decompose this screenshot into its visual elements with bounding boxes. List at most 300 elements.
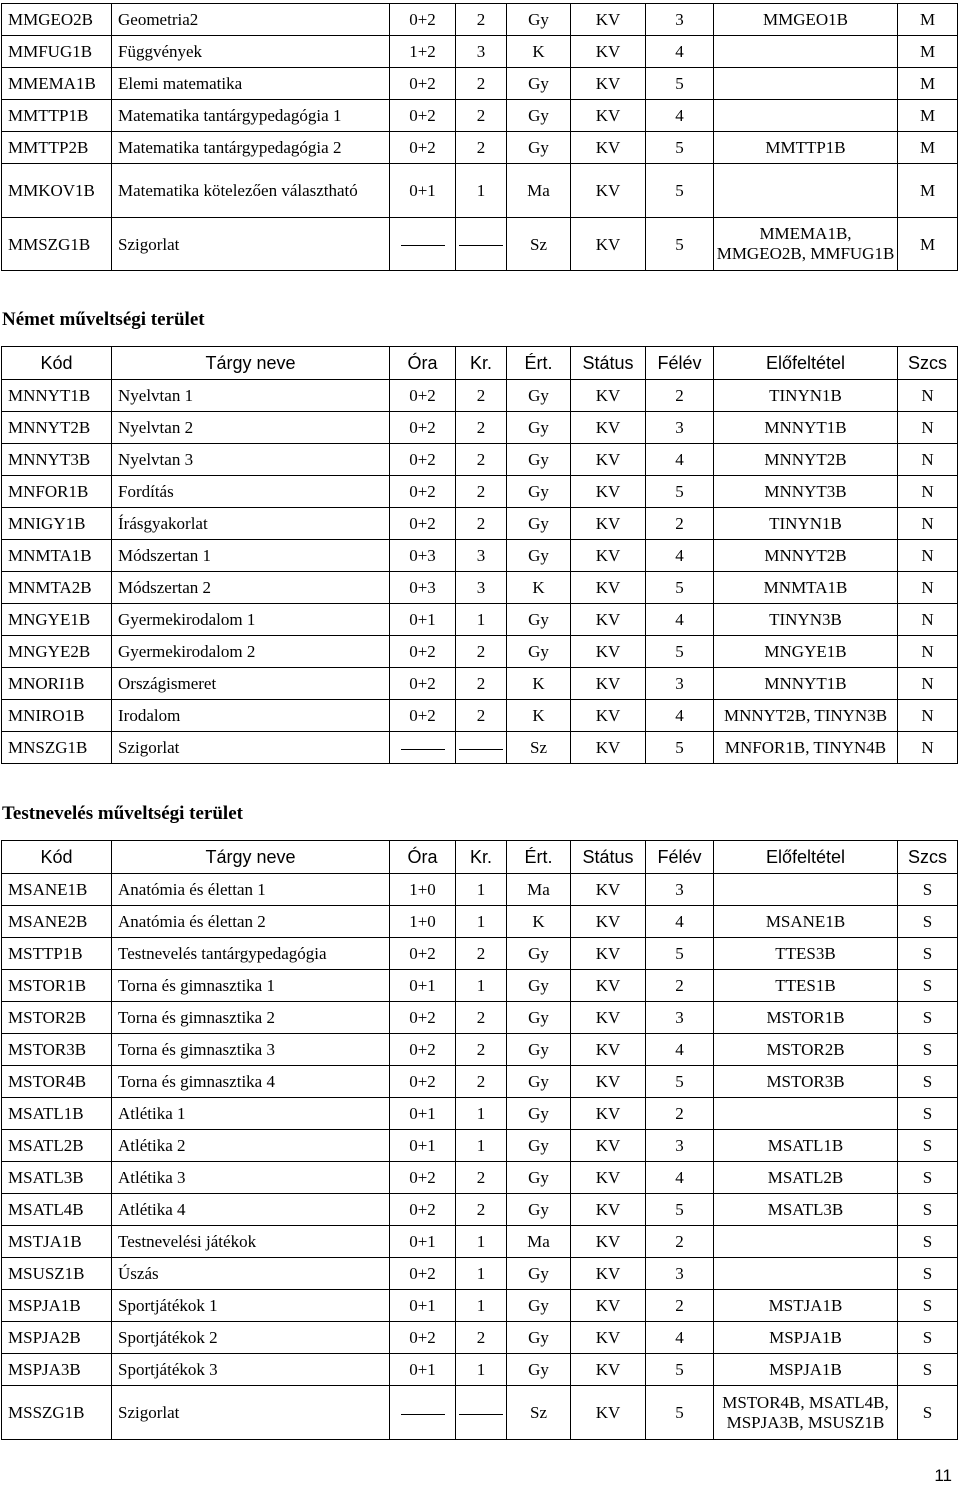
german-section-title: Német műveltségi terület: [2, 309, 205, 330]
course-name-text: Sportjátékok 3: [118, 1360, 218, 1379]
course-semester-text: 5: [675, 738, 684, 757]
course-semester-text: 3: [675, 1008, 684, 1027]
course-szcs: [898, 68, 958, 100]
course-name-text: Országismeret: [118, 674, 217, 693]
table-row: [2, 508, 958, 540]
course-eval-text: Gy: [528, 1008, 549, 1027]
course-code: [2, 1002, 112, 1034]
course-szcs: [898, 1386, 958, 1440]
course-name-text: Sportjátékok 1: [118, 1296, 218, 1315]
course-credits: [456, 970, 507, 1002]
course-hours-text: 0+2: [409, 418, 436, 437]
dash-mark: [459, 1414, 503, 1415]
course-hours-text: 0+2: [409, 1008, 436, 1027]
header-credits: Kr.: [456, 841, 507, 874]
course-eval: [507, 1098, 571, 1130]
course-status-text: KV: [595, 1264, 621, 1283]
course-szcs-text: S: [922, 944, 933, 963]
course-hours: [390, 444, 456, 476]
course-code: [2, 700, 112, 732]
course-hours-text: 1+2: [409, 42, 436, 61]
course-szcs: [898, 1226, 958, 1258]
course-szcs-text: M: [919, 106, 936, 125]
course-eval: [507, 636, 571, 668]
course-semester-text: 2: [675, 1296, 684, 1315]
course-szcs: [898, 1066, 958, 1098]
course-code-text: MSTOR3B: [8, 1040, 87, 1059]
table-row: [2, 1098, 958, 1130]
course-szcs: [898, 1194, 958, 1226]
course-eval: [507, 1322, 571, 1354]
course-semester-text: 5: [675, 1200, 684, 1219]
course-credits-text: 2: [476, 1040, 486, 1059]
course-credits: [456, 412, 507, 444]
header-szcs: Szcs: [898, 841, 958, 874]
course-credits: [456, 1130, 507, 1162]
course-name: [112, 444, 390, 476]
course-semester: [646, 1258, 714, 1290]
course-eval: [507, 1194, 571, 1226]
course-semester: [646, 1130, 714, 1162]
course-status-text: KV: [595, 1200, 621, 1219]
course-eval: [507, 604, 571, 636]
course-status-text: KV: [595, 450, 621, 469]
course-status-text: KV: [595, 674, 621, 693]
course-name-text: Atlétika 4: [118, 1200, 186, 1219]
course-hours: [390, 218, 456, 271]
course-semester-text: 2: [675, 1104, 684, 1123]
course-prereq: [714, 572, 898, 604]
course-szcs-text: M: [919, 74, 936, 93]
course-status-text: KV: [595, 1008, 621, 1027]
course-code-text: MSPJA2B: [8, 1328, 81, 1347]
course-credits: [456, 132, 507, 164]
table-row: [2, 970, 958, 1002]
table-row: [2, 732, 958, 764]
course-credits-text: 1: [476, 1264, 486, 1283]
course-credits-text: 1: [476, 1136, 486, 1155]
course-szcs-text: N: [921, 482, 934, 501]
course-semester-text: 4: [675, 546, 684, 565]
course-hours: [390, 1002, 456, 1034]
course-eval-text: Gy: [528, 1264, 549, 1283]
course-status: [571, 380, 646, 412]
course-semester: [646, 1162, 714, 1194]
course-semester-text: 4: [675, 450, 684, 469]
course-credits: [456, 1354, 507, 1386]
course-szcs: [898, 4, 958, 36]
table-row: [2, 906, 958, 938]
dash-mark: [459, 245, 503, 246]
course-status-text: KV: [595, 706, 621, 725]
course-code-text: MMTTP1B: [8, 106, 89, 125]
course-status: [571, 218, 646, 271]
course-prereq-text: TINYN1B: [769, 386, 842, 405]
course-name: [112, 36, 390, 68]
course-name-text: Atlétika 2: [118, 1136, 186, 1155]
course-eval-text: Gy: [528, 482, 549, 501]
course-szcs: [898, 380, 958, 412]
course-credits-text: 1: [476, 1360, 486, 1379]
course-code-text: MSANE2B: [8, 912, 88, 931]
course-status-text: KV: [595, 738, 621, 757]
course-credits: [456, 572, 507, 604]
course-semester-text: 5: [675, 138, 684, 157]
course-eval: [507, 412, 571, 444]
table-row: [2, 132, 958, 164]
course-code-text: MNMTA2B: [8, 578, 92, 597]
course-eval-text: Gy: [528, 450, 549, 469]
course-prereq: [714, 1066, 898, 1098]
course-name-text: Szigorlat: [118, 738, 180, 757]
course-prereq-text: MSATL2B: [767, 1168, 844, 1187]
course-prereq-text: MNFOR1B, TINYN4B: [724, 738, 887, 757]
course-credits: [456, 938, 507, 970]
course-code: [2, 572, 112, 604]
course-status-text: KV: [595, 1072, 621, 1091]
course-credits-text: 2: [476, 10, 486, 29]
course-eval: [507, 1002, 571, 1034]
course-code: [2, 4, 112, 36]
course-credits-text: 2: [476, 1328, 486, 1347]
course-status-text: KV: [595, 482, 621, 501]
course-credits-text: 1: [476, 1296, 486, 1315]
course-eval-text: Gy: [528, 1136, 549, 1155]
course-status-text: KV: [595, 1403, 621, 1422]
course-szcs: [898, 164, 958, 218]
course-credits: [456, 1194, 507, 1226]
course-hours: [390, 164, 456, 218]
course-semester: [646, 4, 714, 36]
course-szcs: [898, 636, 958, 668]
course-name-text: Nyelvtan 1: [118, 386, 194, 405]
course-prereq-text: MNNYT2B: [764, 450, 847, 469]
course-eval: [507, 68, 571, 100]
course-name: [112, 604, 390, 636]
course-szcs: [898, 700, 958, 732]
course-prereq-text: MSANE1B: [765, 912, 846, 931]
header-prereq: Előfeltétel: [714, 347, 898, 380]
table-row: [2, 1066, 958, 1098]
course-name-text: Torna és gimnasztika 3: [118, 1040, 275, 1059]
course-semester-text: 3: [675, 1264, 684, 1283]
course-status: [571, 732, 646, 764]
course-status-text: KV: [595, 138, 621, 157]
course-semester: [646, 100, 714, 132]
course-credits: [456, 732, 507, 764]
course-eval-text: K: [532, 578, 545, 597]
course-hours: [390, 700, 456, 732]
course-name: [112, 508, 390, 540]
course-status: [571, 1226, 646, 1258]
course-hours: [390, 508, 456, 540]
course-name-text: Irodalom: [118, 706, 181, 725]
course-eval: [507, 906, 571, 938]
course-status-text: KV: [595, 1168, 621, 1187]
header-name: Tárgy neve: [112, 841, 390, 874]
course-hours-text: 0+2: [409, 1040, 436, 1059]
course-hours: [390, 906, 456, 938]
course-szcs: [898, 668, 958, 700]
course-name: [112, 1322, 390, 1354]
course-credits: [456, 1290, 507, 1322]
course-prereq: [714, 36, 898, 68]
course-prereq-text: MNNYT3B: [764, 482, 847, 501]
course-code: [2, 36, 112, 68]
course-szcs: [898, 1130, 958, 1162]
course-credits: [456, 1258, 507, 1290]
german-course-table: [1, 346, 958, 764]
course-status-text: KV: [595, 514, 621, 533]
course-semester: [646, 36, 714, 68]
course-eval-text: Gy: [528, 10, 549, 29]
course-hours-text: 0+1: [409, 976, 436, 995]
course-szcs: [898, 508, 958, 540]
course-credits: [456, 1322, 507, 1354]
course-status-text: KV: [595, 976, 621, 995]
course-code: [2, 970, 112, 1002]
course-code-text: MMEMA1B: [8, 74, 96, 93]
course-eval-text: K: [532, 912, 545, 931]
table-row: [2, 636, 958, 668]
course-name-text: Matematika kötelezően választható: [118, 180, 358, 200]
course-status: [571, 132, 646, 164]
course-credits-text: 2: [476, 386, 486, 405]
course-credits: [456, 604, 507, 636]
course-hours: [390, 476, 456, 508]
course-semester: [646, 444, 714, 476]
course-credits: [456, 100, 507, 132]
pe-course-table: [1, 840, 958, 1440]
table-row: [2, 1162, 958, 1194]
course-status: [571, 970, 646, 1002]
course-szcs-text: N: [921, 738, 934, 757]
course-credits-text: 1: [476, 1104, 486, 1123]
course-semester: [646, 1194, 714, 1226]
course-name: [112, 572, 390, 604]
course-semester: [646, 476, 714, 508]
course-status-text: KV: [595, 418, 621, 437]
course-hours-text: 1+0: [409, 912, 436, 931]
course-eval: [507, 1290, 571, 1322]
course-credits-text: 2: [476, 674, 486, 693]
course-name: [112, 218, 390, 271]
course-credits: [456, 380, 507, 412]
header-semester: Félév: [646, 841, 714, 874]
course-name-text: Matematika tantárgypedagógia 1: [118, 105, 342, 125]
course-name-text: Matematika tantárgypedagógia 2: [118, 137, 342, 157]
course-name-text: Sportjátékok 2: [118, 1328, 218, 1347]
course-semester-text: 5: [675, 74, 684, 93]
course-status: [571, 1322, 646, 1354]
course-code: [2, 540, 112, 572]
course-hours-text: 1+0: [409, 880, 436, 899]
course-semester: [646, 380, 714, 412]
course-szcs-text: N: [921, 514, 934, 533]
course-semester-text: 4: [675, 610, 684, 629]
course-status: [571, 874, 646, 906]
table-row: [2, 218, 958, 271]
course-credits-text: 2: [476, 944, 486, 963]
course-prereq: [714, 938, 898, 970]
course-prereq-text: MSTOR4B, MSATL4B, MSPJA3B, MSUSZ1B: [722, 1392, 889, 1432]
course-szcs-text: M: [919, 181, 936, 200]
course-code-text: MSTOR1B: [8, 976, 87, 995]
pe-course-rows: [2, 874, 958, 1440]
course-code: [2, 1258, 112, 1290]
course-credits: [456, 36, 507, 68]
course-szcs-text: M: [919, 138, 936, 157]
table-row: [2, 1194, 958, 1226]
course-code-text: MSATL2B: [8, 1136, 84, 1155]
course-szcs-text: N: [921, 386, 934, 405]
course-code-text: MMFUG1B: [8, 42, 93, 61]
course-semester: [646, 874, 714, 906]
course-status: [571, 1130, 646, 1162]
course-prereq-text: MNNYT1B: [764, 418, 847, 437]
course-status-text: KV: [595, 546, 621, 565]
course-status: [571, 1354, 646, 1386]
course-credits: [456, 636, 507, 668]
course-status-text: KV: [595, 578, 621, 597]
header-code: Kód: [2, 347, 112, 380]
course-szcs: [898, 476, 958, 508]
course-name-text: Testnevelési játékok: [118, 1232, 257, 1251]
course-prereq: [714, 1290, 898, 1322]
course-eval-text: Gy: [528, 106, 549, 125]
course-name-text: Elemi matematika: [118, 74, 243, 93]
course-szcs: [898, 572, 958, 604]
course-status: [571, 668, 646, 700]
course-name: [112, 540, 390, 572]
course-eval: [507, 938, 571, 970]
course-name-text: Torna és gimnasztika 4: [118, 1072, 275, 1091]
course-status-text: KV: [595, 944, 621, 963]
course-name-text: Anatómia és élettan 1: [118, 880, 266, 899]
course-credits: [456, 508, 507, 540]
course-credits-text: 2: [476, 1072, 486, 1091]
course-credits: [456, 218, 507, 271]
course-name: [112, 4, 390, 36]
course-eval: [507, 572, 571, 604]
course-status: [571, 636, 646, 668]
course-status-text: KV: [595, 106, 621, 125]
course-name: [112, 732, 390, 764]
course-prereq-text: TINYN3B: [769, 610, 842, 629]
course-szcs: [898, 1162, 958, 1194]
course-name: [112, 938, 390, 970]
course-hours-text: 0+1: [409, 1296, 436, 1315]
course-hours-text: 0+2: [409, 514, 436, 533]
course-semester-text: 5: [675, 1360, 684, 1379]
course-code-text: MSATL4B: [8, 1200, 84, 1219]
course-code-text: MNNYT1B: [8, 386, 91, 405]
course-status: [571, 4, 646, 36]
pe-section-title: Testnevelés műveltségi terület: [2, 803, 243, 824]
course-name: [112, 412, 390, 444]
table-row: [2, 164, 958, 218]
course-credits-text: 2: [476, 706, 486, 725]
course-status: [571, 164, 646, 218]
course-hours: [390, 572, 456, 604]
course-hours: [390, 68, 456, 100]
course-prereq: [714, 1258, 898, 1290]
course-code-text: MNIRO1B: [8, 706, 85, 725]
course-eval-text: Sz: [530, 738, 547, 757]
course-code-text: MNNYT2B: [8, 418, 91, 437]
course-eval: [507, 100, 571, 132]
course-prereq: [714, 1386, 898, 1440]
course-eval: [507, 508, 571, 540]
course-szcs-text: S: [922, 1360, 933, 1379]
course-eval: [507, 874, 571, 906]
course-eval: [507, 132, 571, 164]
course-szcs: [898, 970, 958, 1002]
course-prereq-text: MMTTP1B: [765, 138, 846, 157]
course-code-text: MSSZG1B: [8, 1403, 85, 1422]
course-credits: [456, 906, 507, 938]
course-code: [2, 444, 112, 476]
course-semester: [646, 540, 714, 572]
course-prereq: [714, 1322, 898, 1354]
course-hours: [390, 1354, 456, 1386]
course-szcs-text: S: [922, 976, 933, 995]
course-szcs: [898, 132, 958, 164]
course-status-text: KV: [595, 1296, 621, 1315]
course-eval-text: Ma: [527, 880, 550, 899]
course-code: [2, 636, 112, 668]
course-name: [112, 906, 390, 938]
course-prereq-text: MSTOR3B: [766, 1072, 845, 1091]
course-code-text: MMGEO2B: [8, 10, 94, 29]
course-status: [571, 68, 646, 100]
course-eval-text: K: [532, 674, 545, 693]
table-row: [2, 668, 958, 700]
course-hours-text: 0+2: [409, 386, 436, 405]
course-code-text: MSPJA3B: [8, 1360, 81, 1379]
course-code: [2, 508, 112, 540]
table-row: [2, 1354, 958, 1386]
course-credits: [456, 476, 507, 508]
course-code: [2, 412, 112, 444]
course-code-text: MNIGY1B: [8, 514, 86, 533]
course-hours-text: 0+1: [409, 1360, 436, 1379]
header-eval: Ért.: [507, 347, 571, 380]
course-prereq: [714, 68, 898, 100]
course-code: [2, 1162, 112, 1194]
course-eval-text: Gy: [528, 138, 549, 157]
course-code: [2, 132, 112, 164]
course-prereq: [714, 100, 898, 132]
course-hours-text: 0+2: [409, 1328, 436, 1347]
course-semester-text: 5: [675, 642, 684, 661]
course-eval: [507, 380, 571, 412]
course-szcs: [898, 412, 958, 444]
course-szcs-text: S: [922, 1403, 933, 1422]
course-name-text: Atlétika 1: [118, 1104, 186, 1123]
course-szcs: [898, 1290, 958, 1322]
course-szcs-text: S: [922, 1200, 933, 1219]
course-name: [112, 1194, 390, 1226]
course-name: [112, 874, 390, 906]
course-eval: [507, 444, 571, 476]
course-szcs: [898, 604, 958, 636]
course-hours: [390, 1130, 456, 1162]
course-eval: [507, 4, 571, 36]
course-semester-text: 3: [675, 1136, 684, 1155]
course-hours-text: 0+2: [409, 642, 436, 661]
course-name-text: Torna és gimnasztika 2: [118, 1008, 275, 1027]
